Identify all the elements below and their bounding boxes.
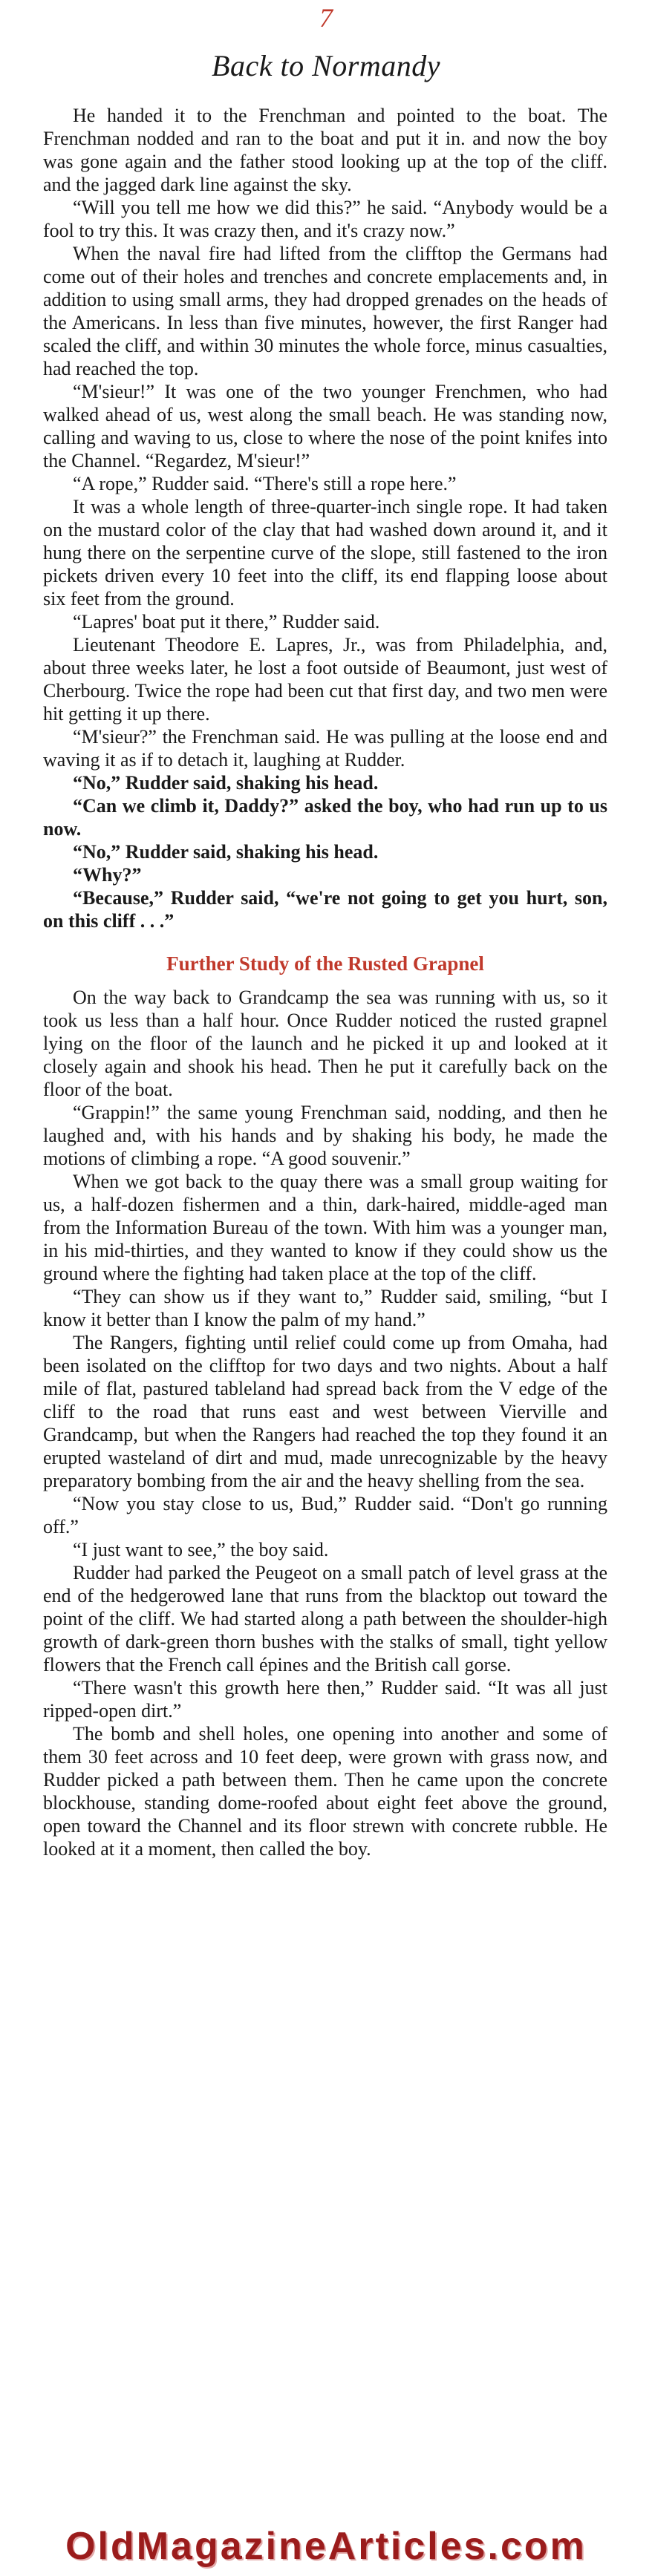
paragraph: “Now you stay close to us, Bud,” Rudder said. “Don't go running off.”	[43, 1493, 607, 1537]
paragraph: Rudder had parked the Peugeot on a small patch of level grass at the end of the hedgerowed lane that runs from the blacktop out toward the point of the cliff. We had started along a path between the shoulder-high growth of dark-green thorn bushes with the stalks of small, tight yellow flowers that the French call épines and the British call gorse.	[43, 1562, 607, 1676]
paragraph: “Will you tell me how we did this?” he said. “Anybody would be a fool to try this. It was crazy then, and it's crazy now.”	[43, 197, 607, 241]
article-body	[43, 104, 607, 1860]
paragraph: “Why?”	[73, 864, 142, 886]
page-title: Back to Normandy	[212, 49, 440, 82]
paragraph: “No,” Rudder said, shaking his head.	[73, 772, 379, 794]
paragraph: “Lapres' boat put it there,” Rudder said.	[73, 611, 380, 632]
paragraph: He handed it to the Frenchman and pointed to the boat. The Frenchman nodded and ran to the boat and put it in. and now the boy was gone again and the father stood looking up at the top of the cliff. and the jagged dark line against the sky.	[43, 105, 607, 195]
paragraph: “A rope,” Rudder said. “There's still a rope here.”	[73, 473, 457, 494]
paragraph: When the naval fire had lifted from the clifftop the Germans had come out of their holes and trenches and concrete emplacements and, in addition to using small arms, they had dropped grenades on the heads of the Americans. In less than five minutes, however, the first Ranger had scaled the cliff, and within 30 minutes the whole force, minus casualties, had reached the top.	[43, 243, 607, 379]
paragraph: The bomb and shell holes, one opening into another and some of them 30 feet across and 10 feet deep, were grown with grass now, and Rudder picked a path between them. Then he came upon the concrete blockhouse, standing dome-roofed about eight feet above the ground, open toward the Channel and its floor strewn with concrete rubble. He looked at it a moment, then called the boy.	[43, 1723, 607, 1860]
paragraph: “There wasn't this growth here then,” Rudder said. “It was all just ripped-open dirt.”	[43, 1677, 607, 1722]
watermark-logo: OldMagazineArticles.com	[65, 2525, 587, 2568]
footer	[0, 2520, 652, 2576]
page-number: 7	[319, 3, 333, 33]
paragraph: “Because,” Rudder said, “we're not going to get you hurt, son, on this cliff . . .”	[43, 887, 607, 932]
paragraph: “I just want to see,” the boy said.	[73, 1539, 329, 1560]
section-subheading: Further Study of the Rusted Grapnel	[166, 952, 484, 975]
paragraph: “They can show us if they want to,” Rudder said, smiling, “but I know it better than I know the palm of my hand.”	[43, 1286, 607, 1330]
paragraph: The Rangers, fighting until relief could come up from Omaha, had been isolated on the clifftop for two days and two nights. About a half mile of flat, pastured tableland had spread back from the V edge of the cliff to the road that runs east and west between Vierville and Grandcamp, but when the Rangers had reached the top they found it an erupted wasteland of dirt and mud, made unrecognizable by the heavy preparatory bombing from the air and the heavy shelling from the sea.	[43, 1332, 607, 1491]
paragraph: On the way back to Grandcamp the sea was running with us, so it took us less than a half hour. Once Rudder noticed the rusted grapnel lying on the floor of the launch and he picked it up and looked at it closely again and shook his head. Then he put it carefully back on the floor of the boat.	[43, 987, 607, 1100]
paragraph: “No,” Rudder said, shaking his head.	[73, 841, 379, 863]
paragraph: “Can we climb it, Daddy?” asked the boy, who had run up to us now.	[43, 795, 607, 840]
paragraph: “Grappin!” the same young Frenchman said, nodding, and then he laughed and, with his hands and by shaking his body, he made the motions of climbing a rope. “A good souvenir.”	[43, 1102, 607, 1169]
paragraph: When we got back to the quay there was a small group waiting for us, a half-dozen fishermen and a thin, dark-haired, middle-aged man from the Information Bureau of the town. With him was a younger man, in his mid-thirties, and they wanted to know if they could show us the ground where the fighting had taken place at the top of the cliff.	[43, 1171, 607, 1284]
paragraph: “M'sieur?” the Frenchman said. He was pulling at the loose end and waving it as if to detach it, laughing at Rudder.	[43, 726, 607, 771]
paragraph: It was a whole length of three-quarter-inch single rope. It had taken on the mustard color of the clay that had washed down around it, and it hung there on the serpentine curve of the slope, still fastened to the iron pickets driven every 10 feet into the cliff, its end flapping loose about six feet from the ground.	[43, 496, 607, 609]
paragraph: “M'sieur!” It was one of the two younger Frenchmen, who had walked ahead of us, west along the small beach. He was standing now, calling and waving to us, close to where the nose of the point knifes into the Channel. “Regardez, M'sieur!”	[43, 381, 607, 471]
paragraph: Lieutenant Theodore E. Lapres, Jr., was from Philadelphia, and, about three weeks later, he lost a foot outside of Beaumont, just west of Cherbourg. Twice the rope had been cut that first day, and two men were hit getting it up there.	[43, 634, 607, 725]
